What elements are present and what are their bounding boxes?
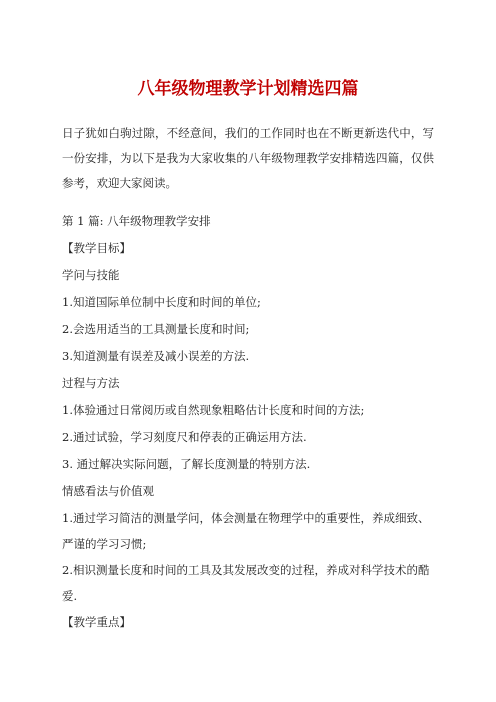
emotion-item: 1.通过学习简洁的测量学问，体会测量在物理学中的重要性，养成细致、严谨的学习习惯; [62,511,430,551]
key-heading: 【教学重点】 [62,615,131,629]
goals-heading: 【教学目标】 [62,241,131,255]
emotion-item: 2.相识测量长度和时间的工具及其发展改变的过程，养成对科学技术的酷爱. [62,563,430,603]
section-heading: 第 1 篇: 八年级物理教学安排 [62,214,211,228]
process-item: 3. 通过解决实际问题，了解长度测量的特别方法. [62,457,311,471]
process-item: 1.体验通过日常阅历或自然现象粗略估计长度和时间的方法; [62,403,365,417]
emotion-heading: 情感看法与价值观 [62,484,154,498]
intro-paragraph: 日子犹如白驹过隙，不经意间，我们的工作同时也在不断更新迭代中，写一份安排，为以下是我为大家收集的八年级物理教学安排精选四篇，仅供参考，欢迎大家阅读。 [62,126,434,190]
process-item: 2.通过试验，学习刻度尺和停表的正确运用方法. [62,430,307,444]
spacer [62,196,434,208]
knowledge-item: 2.会选用适当的工具测量长度和时间; [62,322,250,336]
knowledge-item: 3.知道测量有误差及减小误差的方法. [62,349,250,363]
knowledge-heading: 学问与技能 [62,268,120,282]
knowledge-item: 1.知道国际单位制中长度和时间的单位; [62,295,261,309]
document-title: 八年级物理教学计划精选四篇 [137,79,359,99]
process-heading: 过程与方法 [62,376,120,390]
